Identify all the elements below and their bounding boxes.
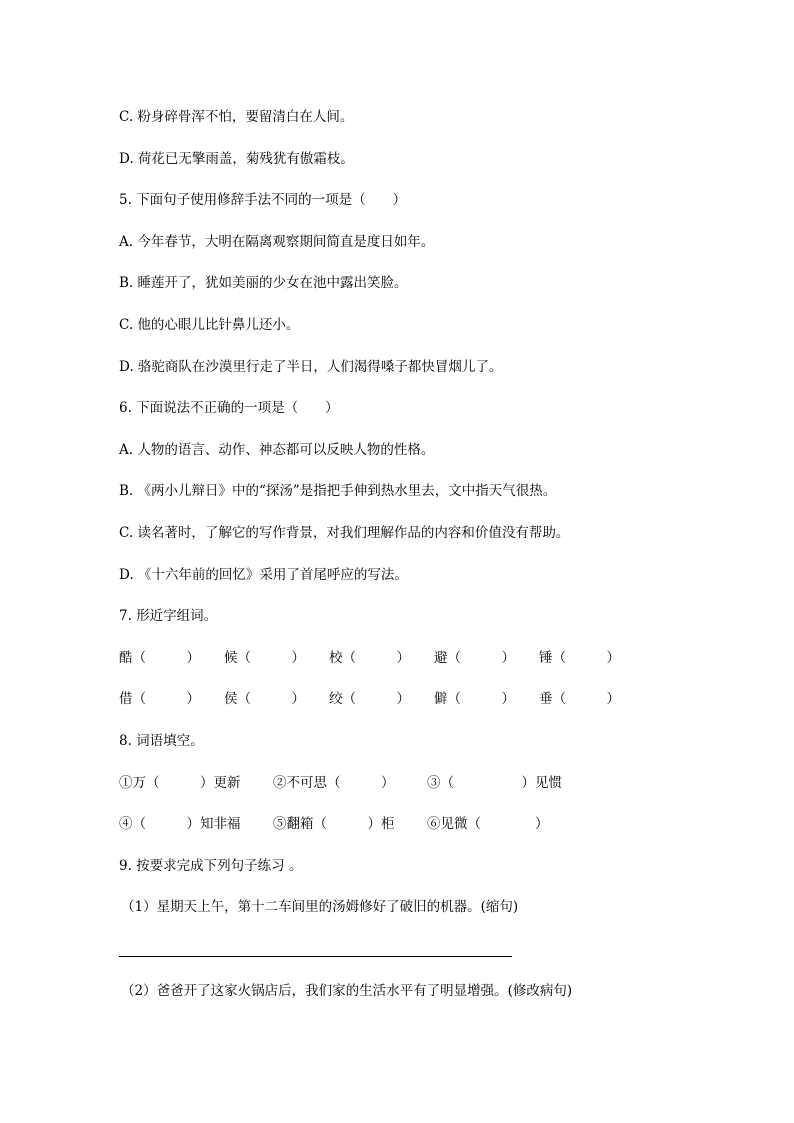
q7-word-item: 垂（ ） xyxy=(539,691,620,707)
q8-idiom-item: ①万（ ）更新 xyxy=(119,775,241,791)
q7-word-item: 校（ ） xyxy=(329,650,410,666)
q9-part-1: （1）星期天上午，第十二车间里的汤姆修好了破旧的机器。(缩句) xyxy=(121,899,519,915)
q7-word-item: 僻（ ） xyxy=(434,691,515,707)
q4-option-d: D. 荷花已无擎雨盖，菊残犹有傲霜枝。 xyxy=(119,151,354,167)
q7-word-item: 借（ ） xyxy=(119,691,200,707)
q7-word-item: 侯（ ） xyxy=(224,691,305,707)
q6-option-a: A. 人物的语言、动作、神态都可以反映人物的性格。 xyxy=(119,442,435,458)
q7-word-item: 避（ ） xyxy=(434,650,515,666)
q6-option-b: B. 《两小儿辩日》中的“探汤”是指把手伸到热水里去，文中指天气很热。 xyxy=(119,483,557,499)
q8-stem: 8. 词语填空。 xyxy=(119,733,204,749)
q8-idiom-item: ④（ ）知非福 xyxy=(119,816,241,832)
q6-option-d: D. 《十六年前的回忆》采用了首尾呼应的写法。 xyxy=(119,567,408,583)
q8-idiom-item: ③（ ）见惯 xyxy=(427,775,562,791)
q9-answer-line[interactable] xyxy=(119,956,512,957)
q5-option-d: D. 骆驼商队在沙漠里行走了半日，人们渴得嗓子都快冒烟儿了。 xyxy=(119,359,503,375)
q5-stem: 5. 下面句子使用修辞手法不同的一项是（ ） xyxy=(119,192,407,208)
q6-stem: 6. 下面说法不正确的一项是（ ） xyxy=(119,400,339,416)
q8-idiom-item: ⑥见微（ ） xyxy=(427,816,549,832)
q8-idiom-item: ⑤翻箱（ ）柜 xyxy=(273,816,395,832)
q7-word-item: 锤（ ） xyxy=(539,650,620,666)
q5-option-b: B. 睡莲开了，犹如美丽的少女在池中露出笑脸。 xyxy=(119,275,408,291)
q5-option-c: C. 他的心眼儿比针鼻儿还小。 xyxy=(119,317,300,333)
q5-option-a: A. 今年春节，大明在隔离观察期间简直是度日如年。 xyxy=(119,234,435,250)
q9-stem: 9. 按要求完成下列句子练习 。 xyxy=(119,858,303,874)
q7-stem: 7. 形近字组词。 xyxy=(119,608,218,624)
q6-option-c: C. 读名著时，了解它的写作背景，对我们理解作品的内容和价值没有帮助。 xyxy=(119,525,570,541)
q7-word-item: 候（ ） xyxy=(224,650,305,666)
q9-part-2: （2）爸爸开了这家火锅店后，我们家的生活水平有了明显增强。(修改病句) xyxy=(121,983,573,999)
q7-word-item: 酷（ ） xyxy=(119,650,200,666)
q8-idiom-item: ②不可思（ ） xyxy=(273,775,395,791)
q4-option-c: C. 粉身碎骨浑不怕，要留清白在人间。 xyxy=(119,109,354,125)
q7-word-item: 绞（ ） xyxy=(329,691,410,707)
